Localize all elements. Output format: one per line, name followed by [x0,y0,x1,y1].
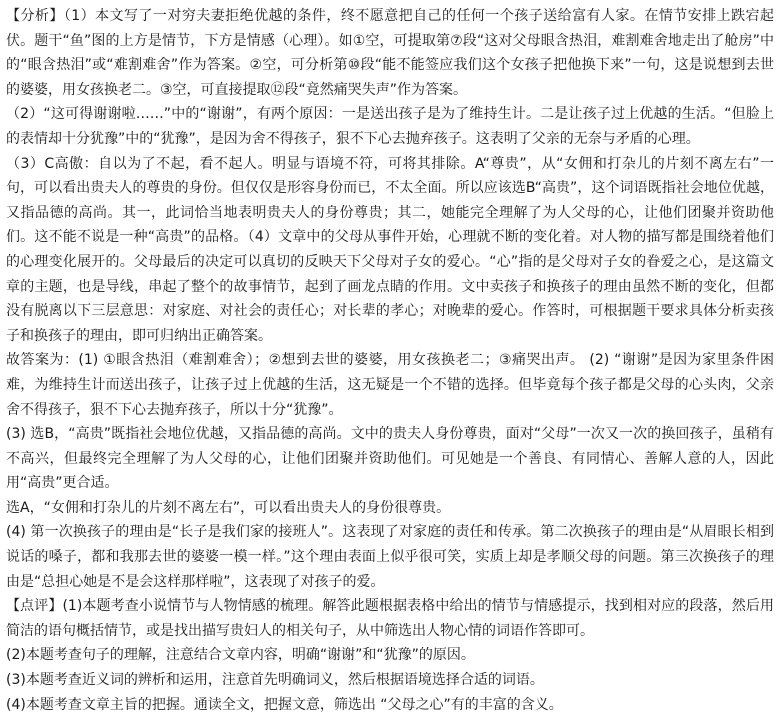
answer-3-option-b: (3) 选B，“高贵”既指社会地位优越，又指品德的高尚。文中的贵夫人身份尊贵，面对“父母”一次又一次的换回孩子，虽稍有不高兴，但最终完全理解了为人父母的心，让他们团聚并资助他们。可见她是一个善良、有同情心、善解人意的人，因此用“高贵”更合适。 [6,426,774,492]
answer-3-option-a: 选A，“女佣和打杂儿的片刻不离左右”，可以看出贵夫人的身份很尊贵。 [6,499,451,516]
comment-3: (3)本题考查近义词的辨析和运用，注意首先明确词义，然后根据语境选择合适的词语。 [6,672,544,689]
analysis-section-1: 【分析】（1）本文写了一对穷夫妻拒绝优越的条件，终不愿意把自己的任何一个孩子送给富有人家。在情节安排上跌宕起伏。题干“鱼”图的上方是情节，下方是情感（心理）。如①空，可提取第⑦段“这对父母眼含热泪，难割难舍地走出了舱房”中的“眼含热泪”或“难割难舍”作为答案。②空，可分析第⑩段“能不能签应我们这个女孩子把他换下来”一句，这是说想到去世的婆婆，用女孩换老二。③空，可直接提取⑫段“竟然痛哭失声”作为答案。 [6,8,774,98]
analysis-section-3-4: （3）C高傲：自以为了不起，看不起人。明显与语境不符，可将其排除。A“尊贵”，从“女佣和打杂儿的片刻不离左右”一句，可以看出贵夫人的尊贵的身份。但仅仅是形容身份而已，不太全面。所以应该选B“高贵”，这个词语既指社会地位优越，又指品德的高尚。其一，此词恰当地表明贵夫人的身份尊贵；其二，她能完全理解了为人父母的心，让他们团聚并资助他们。这不能不说是一种“高贵”的品格。（4）文章中的父母从事件开始，心理就不断的变化着。对人物的描写都是围绕着他们的心理变化展开的。父母最后的决定可以真切的反映天下父母对子女的爱心。“心”指的是父母对子女的眷爱之心，是这篇文章的主题，也是导线，串起了整个的故事情节，起到了画龙点睛的作用。文中卖孩子和换孩子的理由虽然不断的变化，但都没有脱离以下三层意思：对家庭、对社会的责任心；对长辈的孝心；对晚辈的爱心。作答时，可根据题干要求具体分析卖孩子和换孩子的理由，即可归纳出正确答案。 [6,155,774,344]
answer-1-2: 故答案为：(1) ①眼含热泪（难割难舍）；②想到去世的婆婆，用女孩换老二；③痛哭出声。 (2) “谢谢”是因为家里条件困难，为维持生计而送出孩子，让孩子过上优越的生活，这无疑是一个不错的选择。但毕竟每个孩子都是父母的心头肉，父亲舍不得孩子，狠不下心去抛弃孩子，所以十分“犹豫”。 [6,352,774,418]
analysis-section-2: （2）“这可得谢谢啦……”中的“谢谢”，有两个原因：一是送出孩子是为了维持生计。二是让孩子过上优越的生活。“但脸上的表情却十分犹豫”中的“犹豫”，是因为舍不得孩子，狠不下心去抛弃孩子。这表明了父亲的无奈与矛盾的心理。 [6,106,774,147]
comment-1: 【点评】(1)本题考查小说情节与人物情感的梳理。解答此题根据表格中给出的情节与情感提示，找到相对应的段落，然后用简洁的语句概括情节，或是找出描写贵妇人的相关句子，从中筛选出人物心情的词语作答即可。 [6,598,774,639]
comment-4: (4)本题考查文章主旨的把握。通读全文，把握文意，筛选出 “父母之心”有的丰富的含义。 [6,696,563,713]
comment-2: (2)本题考查句子的理解，注意结合文章内容，明确“谢谢”和“犹豫”的原因。 [6,647,475,664]
answer-4: (4) 第一次换孩子的理由是“长子是我们家的接班人”。这表现了对家庭的责任和传承。第二次换孩子的理由是“从眉眼长相到说话的嗓子，都和我那去世的婆婆一模一样。”这个理由表面上似乎很可笑，实质上却是孝顺父母的问题。第三次换孩子的理由是“总担心她是不是会这样那样啦”，这表现了对孩子的爱。 [6,524,774,590]
